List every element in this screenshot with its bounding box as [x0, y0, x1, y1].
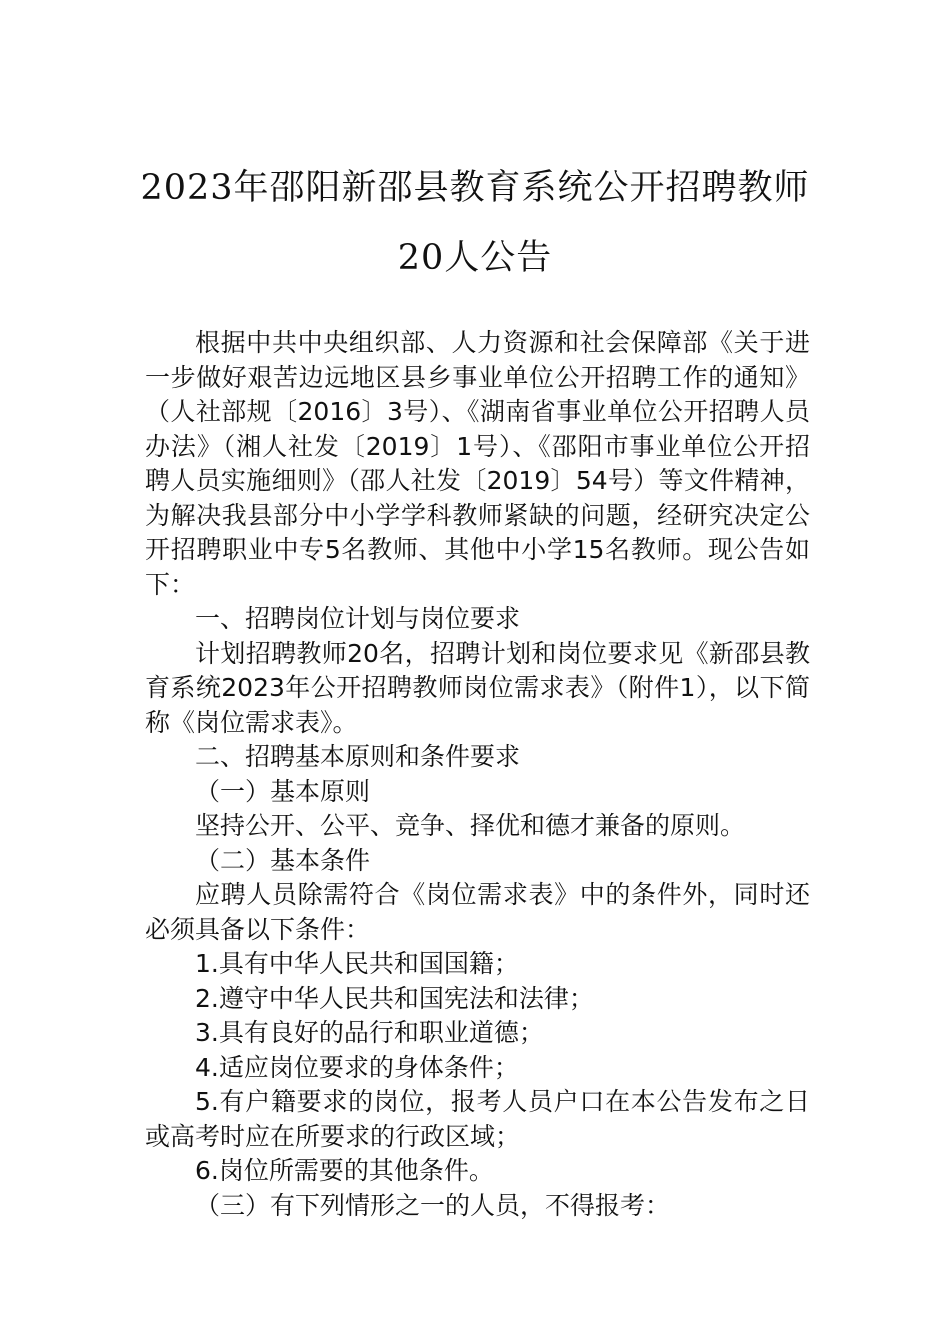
plan-paragraph: 计划招聘教师20名，招聘计划和岗位要求见《新邵县教育系统2023年公开招聘教师岗位需求表》（附件1），以下简称《岗位需求表》。 [145, 638, 810, 737]
condition-item: 6.岗位所需要的其他条件。 [195, 1156, 494, 1185]
document-body [145, 326, 810, 1223]
conditions-intro-paragraph: 应聘人员除需符合《岗位需求表》中的条件外，同时还必须具备以下条件： [145, 880, 810, 944]
condition-item: 2.遵守中华人民共和国宪法和法律； [195, 983, 594, 1013]
section-heading-1: 一、招聘岗位计划与岗位要求 [195, 604, 521, 633]
document-title-line-1: 2023年邵阳新邵县教育系统公开招聘教师 [140, 168, 810, 208]
condition-item: 4.适应岗位要求的身体条件； [195, 1052, 519, 1082]
condition-item: 3.具有良好的品行和职业道德； [195, 1018, 544, 1047]
section-heading-2: 二、招聘基本原则和条件要求 [195, 742, 521, 771]
subsection-heading-3: （三）有下列情形之一的人员，不得报考： [195, 1190, 671, 1220]
principle-paragraph: 坚持公开、公平、竞争、择优和德才兼备的原则。 [195, 811, 746, 840]
subsection-heading-2: （二）基本条件 [195, 845, 371, 875]
subsection-heading-1: （一）基本原则 [195, 776, 371, 806]
condition-item: 1.具有中华人民共和国国籍； [195, 949, 519, 978]
condition-item: 5.有户籍要求的岗位，报考人员户口在本公告发布之日或高考时应在所要求的行政区域； [145, 1087, 810, 1151]
document-title-line-2: 20人公告 [397, 238, 553, 278]
intro-paragraph: 根据中共中央组织部、人力资源和社会保障部《关于进一步做好艰苦边远地区县乡事业单位公开招聘工作的通知》（人社部规〔2016〕3号）、《湖南省事业单位公开招聘人员办法》（湘人社发〔2019〕1号）、《邵阳市事业单位公开招聘人员实施细则》（邵人社发〔2019〕54号）等文件精神，为解决我县部分中小学学科教师紧缺的问题，经研究决定公开招聘职业中专5名教师、其他中小学15名教师。现公告如下： [145, 328, 810, 599]
